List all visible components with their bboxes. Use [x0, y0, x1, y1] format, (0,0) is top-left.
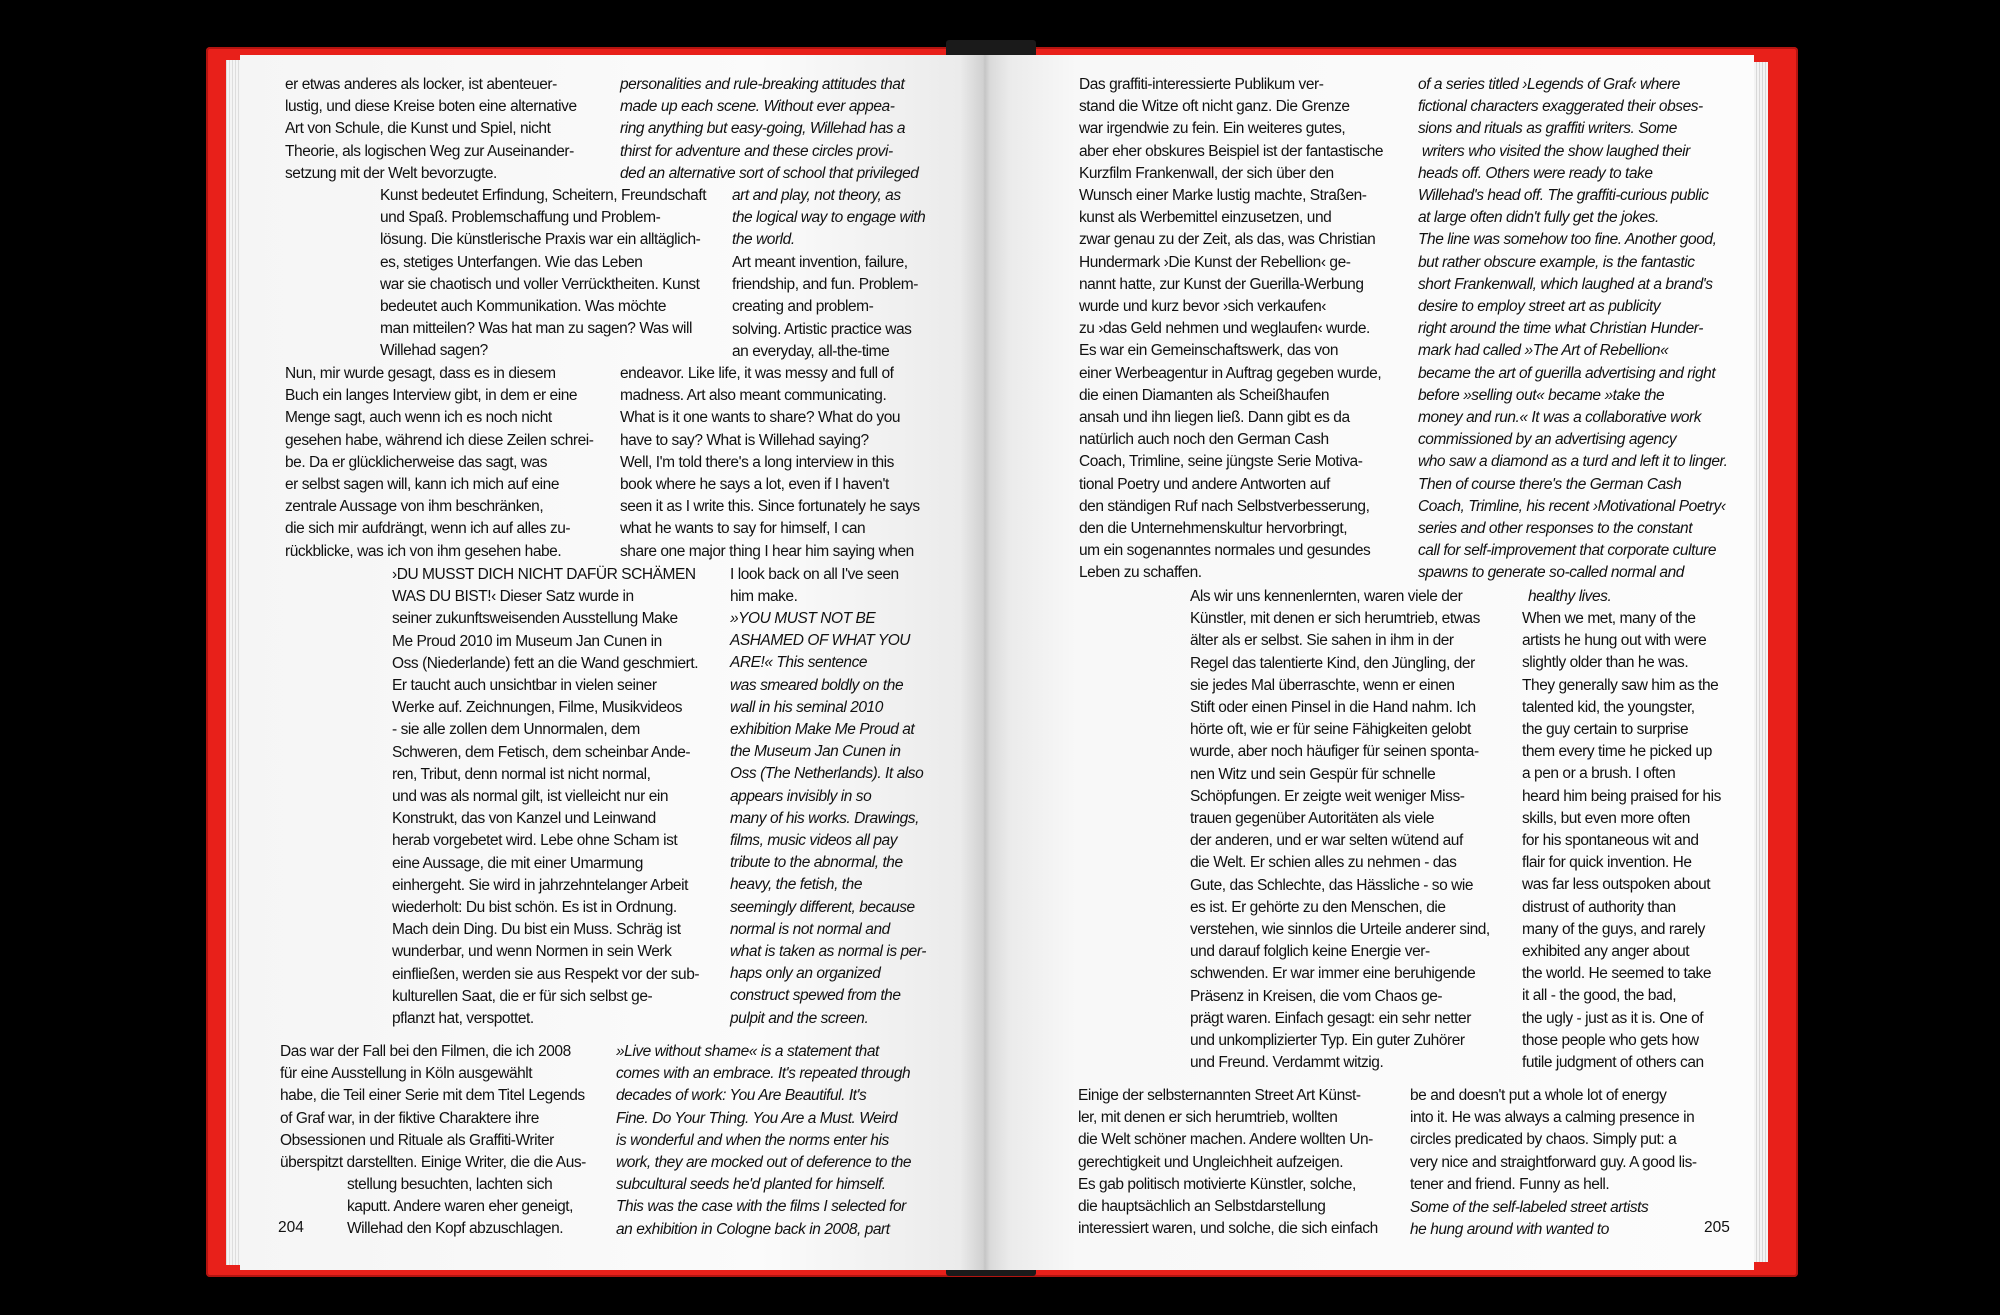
right-page	[984, 55, 1754, 1270]
right-english-paragraph-5: Some of the self-labeled street artists he hung around with wanted to	[1410, 1199, 1649, 1239]
left-english-paragraph-7: »Live without shame« is a statement that comes with an embrace. It's repeated through decades of work: You Are Beautiful. It's Fine. Do Your Thing. You Are a Must. Weird is wonderful and when the norms enter his work, they are mocked out of deference to the subcultural seeds he'd planted for himself. This was the case with the films I selected for an exhibition in Cologne back in 2008, part	[616, 1043, 912, 1238]
page-edges-right	[1754, 62, 1768, 1262]
left-english-paragraph-3: Art meant invention, failure, friendship, and fun. Problem- creating and problem- solving. Artistic practice was an everyday, all-the-time	[732, 254, 918, 360]
right-german-paragraph-1: Das graffiti-interessierte Publikum ver- stand die Witze oft nicht ganz. Die Grenze war irgendwie zu fein. Ein weiteres gutes, aber eher obskures Beispiel ist der fantastische Kurzfilm Frankenwall, der sich über den Wunsch einer Marke lustig machte, Straßen- kunst als Werbemittel einzusetzen, und zwar genau zu der Zeit, als das, was Christian Hundermark ›Die Kunst der Rebellion‹ ge- nannt hatte, zur Kunst der Guerilla-Werbung wurde und kurz bevor ›sich verkaufen‹ zu ›das Geld nehmen und weglaufen‹ wurde. Es war ein Gemeinschaftswerk, das von einer Werbeagentur in Auftrag gegeben wurde, die einen Diamanten als Scheißhaufen ansah und ihn liegen ließ. Dann gibt es da natürlich auch noch den German Cash Coach, Trimline, seine jüngste Serie Motiva- tional Poetry und andere Antworten auf den ständigen Ruf nach Selbstverbesserung, den die Unternehmenskultur hervorbringt, um ein sogenanntes normales und gesundes Leben zu schaffen.	[1079, 76, 1384, 582]
left-german-paragraph-3: Nun, mir wurde gesagt, dass es in diesem Buch ein langes Interview gibt, in dem er eine Menge sagt, auch wenn ich es noch nicht gesehen habe, während ich diese Zeilen schrei- be. Da er glücklicherweise das sagt, was er selbst sagen will, kann ich mich auf eine zentrale Aussage von ihm beschränken, die sich mir aufdrängt, wenn ich auf alles zu- rückblicke, was ich von ihm gesehen habe.	[285, 365, 594, 560]
left-german-paragraph-6: stellung besuchten, lachten sich kaputt. Andere waren eher geneigt, Willehad den Kopf abzuschlagen.	[347, 1176, 573, 1238]
left-english-paragraph-5: I look back on all I've seen him make.	[730, 566, 899, 606]
left-german-paragraph-1: er etwas anderes als locker, ist abenteuer- lustig, und diese Kreise boten eine alternative Art von Schule, die Kunst und Spiel, nicht Theorie, als logischen Weg zur Auseinander- setzung mit der Welt bevorzugte.	[285, 76, 577, 182]
left-german-paragraph-4: ›DU MUSST DICH NICHT DAFÜR SCHÄMEN WAS DU BIST!‹ Dieser Satz wurde in seiner zukunftsweisenden Ausstellung Make Me Proud 2010 im Museum Jan Cunen in Oss (Niederlande) fett an die Wand geschmiert. Er taucht auch unsichtbar in vielen seiner Werke auf. Zeichnungen, Filme, Musikvideos - sie alle zollen dem Unnormalen, dem Schweren, dem Fetisch, dem scheinbar Ande- ren, Tribut, denn normal ist nicht normal, und was als normal gilt, ist vielleicht nur ein Konstrukt, das von Kanzel und Leinwand herab vorgebetet wird. Lebe ohne Scham ist eine Aussage, die mit einer Umarmung einhergeht. Sie wird in jahrzehntelanger Arbeit wiederholt: Du bist schön. Es ist in Ordnung. Mach dein Ding. Du bist ein Muss. Schräg ist wunderbar, und wenn Normen in sein Werk einfließen, werden sie aus Respekt vor der sub- kulturellen Saat, die er für sich selbst ge- pflanzt hat, verspottet.	[392, 566, 700, 1028]
left-english-paragraph-6: »YOU MUST NOT BE ASHAMED OF WHAT YOU ARE!« This sentence was smeared boldly on the wall in his seminal 2010 exhibition Make Me Proud at the Museum Jan Cunen in Oss (The Netherlands). It also appears invisibly in so many of his works. Drawings, films, music videos all pay tribute to the abnormal, the heavy, the fetish, the seemingly different, because normal is not normal and what is taken as normal is per- haps only an organized construct spewed from the pulpit and the screen.	[730, 610, 926, 1027]
left-german-paragraph-2: Kunst bedeutet Erfindung, Scheitern, Freundschaft und Spaß. Problemschaffung und Problem- lösung. Die künstlerische Praxis war ein alltäglich- es, stetiges Unterfangen. Wie das Leben war sie chaotisch und voller Verrücktheiten. Kunst bedeutet auch Kommunikation. Was möchte man mitteilen? Was hat man zu sagen? Was will Willehad sagen?	[380, 187, 707, 360]
right-english-paragraph-3: When we met, many of the artists he hung out with were slightly older than he was. They generally saw him as the talented kid, the youngster, the guy certain to surprise them every time he picked up a pen or a brush. I often heard him being praised for his skills, but even more often for his spontaneous wit and flair for quick invention. He was far less outspoken about distrust of authority than many of the guys, and rarely exhibited any anger about the world. He seemed to take it all - the good, the bad, the ugly - just as it is. One of those people who gets how futile judgment of others can	[1522, 610, 1721, 1072]
right-german-paragraph-2: Als wir uns kennenlernten, waren viele der Künstler, mit denen er sich herumtrieb, etwas älter als er selbst. Sie sahen in ihm in der Regel das talentierte Kind, den Jüngling, der sie jedes Mal überraschte, wenn er einen Stift oder einen Pinsel in die Hand nahm. Ich hörte oft, wie er für seine Fähigkeiten gelobt wurde, aber noch häufiger für seinen sponta- nen Witz und sein Gespür für schnelle Schöpfungen. Er zeigte weit weniger Miss- trauen gegenüber Autoritäten als viele der anderen, und er war selten wütend auf die Welt. Er schien alles zu nehmen - das Gute, das Schlechte, das Hässliche - so wie es ist. Er gehörte zu den Menschen, die verstehen, wie sinnlos die Urteile anderer sind, und darauf folglich keine Energie ver- schwenden. Er war immer eine beruhigende Präsenz in Kreisen, die vom Chaos ge- prägt waren. Einfach gesagt: ein sehr netter und unkomplizierter Typ. Ein guter Zuhörer und Freund. Verdammt witzig.	[1190, 588, 1490, 1072]
right-english-paragraph-1: of a series titled ›Legends of Graf‹ where fictional characters exaggerated their obses- sions and rituals as graffiti writers. Some writers who visited the show laughed their heads off. Others were ready to take Willehad's head off. The graffiti-curious public at large often didn't fully get the jokes. The line was somehow too fine. Another good, but rather obscure example, is the fantastic short Frankenwall, which laughed at a brand's desire to employ street art as publicity right around the time what Christian Hunder- mark had called »The Art of Rebellion« became the art of guerilla advertising and right before »selling out« became »take the money and run.« It was a collaborative work commissioned by an advertising agency who saw a diamond as a turd and left it to linger. Then of course there's the German Cash Coach, Trimline, his recent ›Motivational Poetry‹ series and other responses to the constant call for self-improvement that corporate culture spawns to generate so-called normal and	[1418, 76, 1728, 582]
page-number-left: 204	[278, 1219, 304, 1236]
left-english-paragraph-2: art and play, not theory, as the logical way to engage with the world.	[732, 187, 926, 249]
right-german-paragraph-3: Einige der selbsternannten Street Art Künst- ler, mit denen er sich herumtrieb, wollten die Welt schöner machen. Andere wollten Un- gerechtigkeit und Ungleichheit aufzeigen. Es gab politisch motivierte Künstler, solche, die hauptsächlich an Selbstdarstellung interessiert waren, und solche, die sich einfach	[1078, 1087, 1378, 1238]
page-number-right: 205	[1704, 1219, 1730, 1236]
right-english-paragraph-2: healthy lives.	[1528, 588, 1612, 605]
right-english-paragraph-4: be and doesn't put a whole lot of energy into it. He was always a calming presence in circles predicated by chaos. Simply put: a very nice and straightforward guy. A good lis- tener and friend. Funny as hell.	[1410, 1087, 1697, 1193]
left-page	[240, 55, 984, 1270]
left-german-paragraph-5: Das war der Fall bei den Filmen, die ich 2008 für eine Ausstellung in Köln ausgewählt habe, die Teil einer Serie mit dem Titel Legends of Graf war, in der fiktive Charaktere ihre Obsessionen und Rituale als Graffiti-Writer überspitzt darstellten. Einige Writer, die die Aus-	[280, 1043, 586, 1172]
left-english-paragraph-4: endeavor. Like life, it was messy and full of madness. Art also meant communicating. What is it one wants to share? What do you have to say? What is Willehad saying? Well, I'm told there's a long interview in this book where he says a lot, even if I haven't seen it as I write this. Since fortunately he says what he wants to say for himself, I can share one major thing I hear him saying when	[620, 365, 920, 560]
left-english-paragraph-1: personalities and rule-breaking attitudes that made up each scene. Without ever appea- ring anything but easy-going, Willehad has a thirst for adventure and these circles provi- ded an alternative sort of school that privileged	[620, 76, 919, 182]
